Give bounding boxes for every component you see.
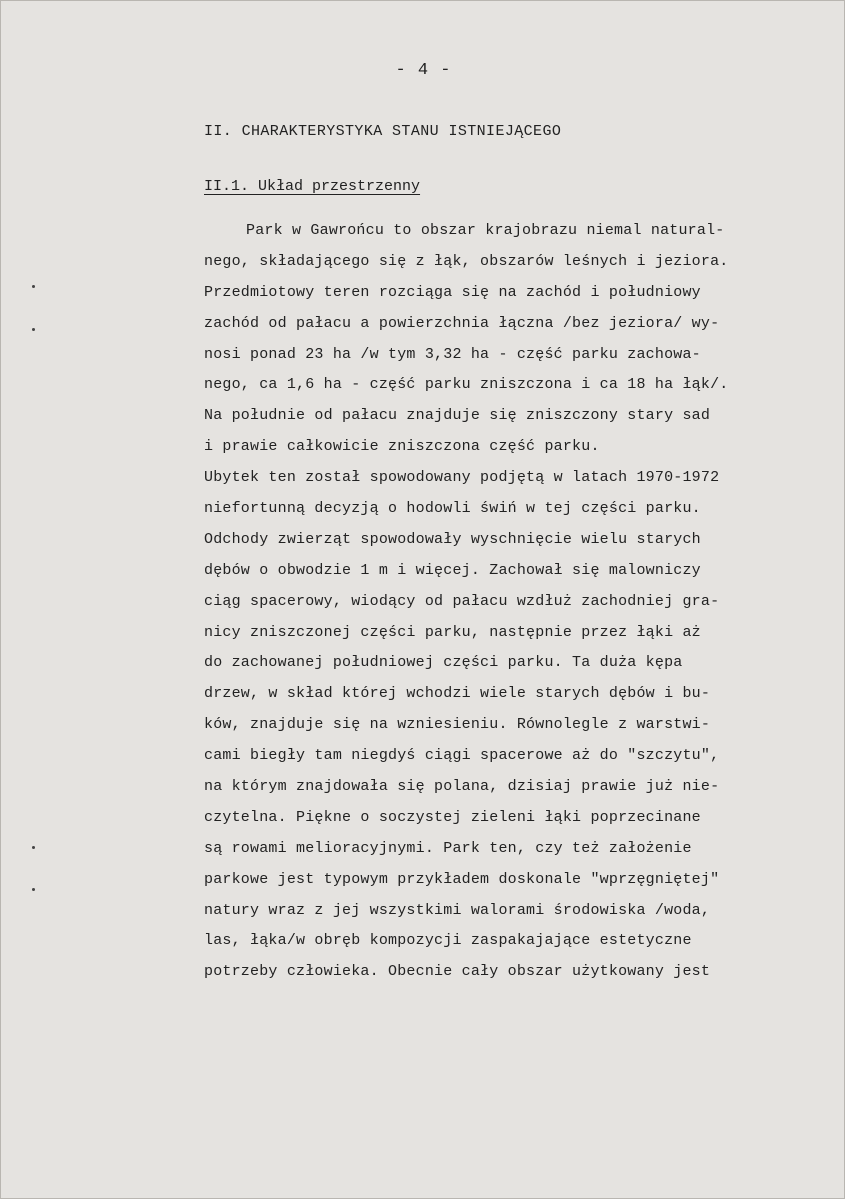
text-line: cami biegły tam niegdyś ciągi spacerowe aż do "szczytu", (204, 747, 720, 765)
text-line: zachód od pałacu a powierzchnia łączna /bez jeziora/ wy- (204, 314, 720, 332)
text-line: na którym znajdowała się polana, dzisiaj prawie już nie- (204, 778, 720, 796)
text-line: Przedmiotowy teren rozciąga się na zachód i południowy (204, 283, 701, 301)
margin-dot (32, 328, 35, 331)
text-line: Ubytek ten został spowodowany podjętą w latach 1970-1972 (204, 469, 720, 487)
text-line: ków, znajduje się na wzniesieniu. Równolegle z warstwi- (204, 716, 711, 734)
text-line: ciąg spacerowy, wiodący od pałacu wzdłuż zachodniej gra- (204, 592, 720, 610)
text-line: nego, składającego się z łąk, obszarów leśnych i jeziora. (204, 252, 729, 270)
text-line: są rowami melioracyjnymi. Park ten, czy też założenie (204, 839, 692, 857)
text-line: do zachowanej południowej części parku. Ta duża kępa (204, 654, 683, 672)
text-line: niefortunną decyzją o hodowli świń w tej części parku. (204, 500, 701, 518)
text-line: Odchody zwierząt spowodowały wyschnięcie wielu starych (204, 530, 701, 548)
text-line: nicy zniszczonej części parku, następnie przez łąki aż (204, 623, 701, 641)
page-number: - 4 - (395, 61, 452, 80)
text-line: parkowe jest typowym przykładem doskonale "wprzęgniętej" (204, 870, 720, 888)
text-line: potrzeby człowieka. Obecnie cały obszar użytkowany jest (204, 963, 711, 981)
body-text (204, 216, 804, 988)
text-line: Park w Gawrońcu to obszar krajobrazu niemal natural- (246, 222, 725, 239)
text-line: nosi ponad 23 ha /w tym 3,32 ha - część parku zachowa- (204, 345, 701, 363)
chapter-title: II. CHARAKTERYSTYKA STANU ISTNIEJĄCEGO (204, 123, 562, 140)
text-line: drzew, w skład której wchodzi wiele starych dębów i bu- (204, 685, 711, 703)
section-title: II.1. Układ przestrzenny (204, 178, 421, 195)
text-line: las, łąka/w obręb kompozycji zaspakajające estetyczne (204, 932, 692, 950)
margin-dot (32, 888, 35, 891)
text-line: dębów o obwodzie 1 m i więcej. Zachował się malowniczy (204, 561, 701, 579)
margin-dot (32, 285, 35, 288)
margin-dot (32, 846, 35, 849)
text-line: Na południe od pałacu znajduje się zniszczony stary sad (204, 407, 711, 425)
text-line: czytelna. Piękne o soczystej zieleni łąki poprzecinane (204, 808, 701, 826)
text-line: natury wraz z jej wszystkimi walorami środowiska /woda, (204, 901, 711, 919)
text-line: i prawie całkowicie zniszczona część parku. (204, 438, 600, 456)
text-line: nego, ca 1,6 ha - część parku zniszczona i ca 18 ha łąk/. (204, 376, 729, 394)
